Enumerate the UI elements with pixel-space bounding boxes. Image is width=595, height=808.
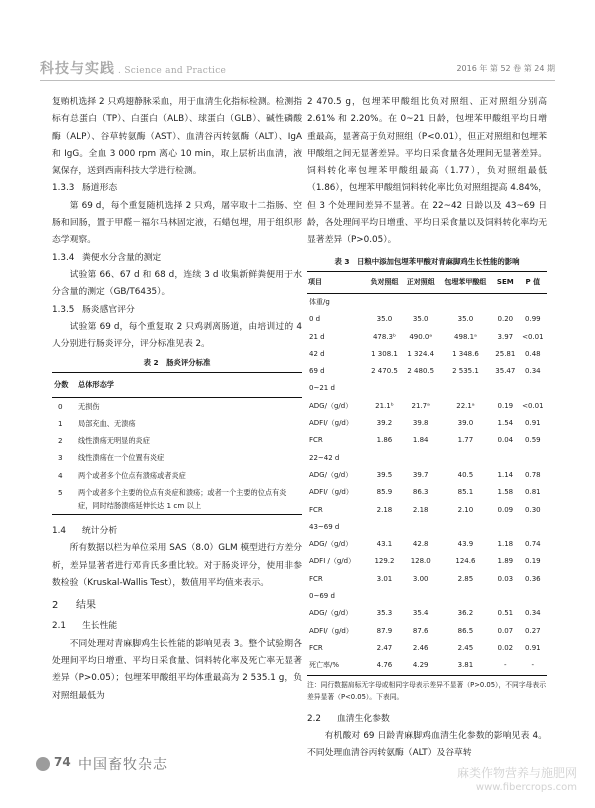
table-cell: 3.81: [439, 657, 492, 675]
table-row: [307, 553, 547, 570]
table-2-caption: 表 2 肠炎评分标准: [143, 358, 211, 368]
table-group-label: 0~21 d: [309, 384, 335, 393]
table-cell: 39.5: [376, 470, 393, 479]
table-cell: 2 535.1: [452, 367, 479, 376]
table-row: [307, 363, 547, 380]
page-number: 74: [54, 755, 71, 769]
table-group-row: [307, 293, 547, 311]
table-cell: 0.91: [525, 643, 541, 652]
table-cell: 1.14: [497, 470, 514, 479]
table-cell: 86.5: [457, 626, 474, 635]
paragraph-serum-biochemistry: 有机酸对 69 日龄青麻脚鸡血清生化参数的影响见表 4。不同处理血清谷丙转氨酶（ALT）及谷草转: [307, 730, 547, 759]
table-row: [307, 415, 547, 432]
table-group-row: [307, 380, 547, 397]
section-heading-1-4: 1.4 统计分析: [52, 526, 118, 537]
table-cell: 2.46: [412, 643, 429, 652]
table-cell: 4.29: [403, 657, 439, 675]
table-row: [307, 311, 547, 328]
table-row-label: FCR: [309, 436, 323, 445]
table-row-label: FCR: [309, 574, 323, 583]
table-row: [307, 536, 547, 553]
table-row: 4 两个或者多个位点有溃疡或者炎症: [58, 470, 186, 480]
table-cell: 43.9: [457, 540, 474, 549]
table-cell: 25.81: [495, 349, 516, 358]
table-cell: 0.02: [497, 643, 514, 652]
table-cell: 0.51: [497, 609, 514, 618]
table-cell: 39.0: [457, 419, 474, 428]
table-row: [307, 502, 547, 519]
table-row-label: ADFI/（g/d）: [309, 419, 353, 428]
table-cell: 86.3: [412, 488, 429, 497]
table-cell: 2.85: [457, 574, 474, 583]
table-cell: 0.03: [497, 574, 514, 583]
table-cell: 36.2: [457, 609, 474, 618]
table-group-row: [307, 450, 547, 467]
table-2-enteritis-score: [52, 372, 302, 515]
table-3-header-item: 项目: [307, 271, 366, 293]
table-row: [307, 640, 547, 657]
table-cell: 35.3: [376, 609, 393, 618]
table-cell: 0.07: [497, 626, 514, 635]
table-cell: 490.0ᵃ: [409, 332, 433, 341]
table-cell: 1 324.4: [407, 349, 435, 358]
table-cell: 0.34: [525, 609, 541, 618]
table-row: 2 线性溃疡无明显的炎症: [58, 436, 150, 446]
table-group-label: 22~42 d: [309, 453, 340, 462]
table-row-label: ADG/（g/d）: [309, 540, 353, 549]
table-cell: 40.5: [457, 470, 474, 479]
table-cell: 2.18: [412, 505, 429, 514]
paragraph-growth-performance: 不同处理对青麻脚鸡生长性能的影响见表 3。整个试验期各处理间平均日增重、平均日采食量、饲料转化率及死亡率无显著差异（P>0.05）；包埋苯甲酸组平均体重最高为 2 535.1 g，负对照组最低为: [52, 638, 302, 701]
table-row: [307, 329, 547, 346]
table-cell: 3.97: [497, 332, 514, 341]
table-cell: 0.04: [497, 436, 514, 445]
table-cell: 3.00: [412, 574, 429, 583]
table-group-label: 0~69 d: [309, 592, 335, 601]
table-cell: 1.89: [497, 557, 514, 566]
table-cell: 128.0: [410, 557, 431, 566]
table-cell: 0.19: [525, 557, 541, 566]
table-cell: 3.01: [376, 574, 393, 583]
table-cell: 2 480.5: [407, 367, 435, 376]
table-cell: 0.91: [525, 419, 541, 428]
paragraph-enteritis-score: 试验第 69 d，每个重复取 2 只鸡剥离肠道，由培训过的 4 人分别进行肠炎评分，评分标准见表 2。: [52, 321, 302, 350]
table-cell: 87.6: [412, 626, 429, 635]
table-row: [307, 398, 547, 415]
section-heading-2-2: 2.2 血清生化参数: [307, 713, 390, 724]
table-cell: 35.4: [412, 609, 429, 618]
table-cell: 0.74: [525, 540, 541, 549]
table-cell: 21.1ᵇ: [375, 401, 394, 410]
table-row: 5 两个或者多个主要的位点有炎症和溃疡；或者一个主要的位点有炎症，同时结肠溃疡延伸长达 1 cm 以上: [52, 484, 302, 515]
table-cell: 0.30: [525, 505, 541, 514]
table-cell: 0.19: [497, 401, 514, 410]
table-cell: 0.48: [525, 349, 541, 358]
table-cell: 35.47: [495, 367, 516, 376]
table-cell: 0.34: [525, 367, 541, 376]
table-3-header-positive-control: 正对照组: [403, 271, 439, 293]
table-cell: 1.86: [376, 436, 393, 445]
table-row: [307, 467, 547, 484]
watermark-site-name: 麻类作物营养与施肥网: [456, 766, 577, 780]
table-cell: <0.01: [522, 332, 544, 341]
section-heading-2-1: 2.1 生长性能: [52, 621, 118, 632]
table-cell: 0.59: [525, 436, 541, 445]
table-row-label: FCR: [309, 643, 323, 652]
table-row: [307, 346, 547, 363]
table-cell: 4.76: [366, 657, 402, 675]
table-cell: 498.1ᵃ: [454, 332, 477, 341]
table-3-header-benzoic-acid: 包埋苯甲酸组: [439, 271, 492, 293]
table-row: [307, 657, 547, 675]
table-row-label: ADFI/（g/d）: [309, 626, 353, 635]
table-cell: 0.27: [525, 626, 541, 635]
table-cell: 35.0: [376, 315, 393, 324]
table-cell: 39.7: [412, 470, 429, 479]
table-row: [307, 432, 547, 449]
magazine-name: 中国畜牧杂志: [78, 757, 168, 773]
table-cell: 1.18: [497, 540, 514, 549]
table-row-label: 42 d: [309, 349, 325, 358]
section-heading-1-3-5: 1.3.5 肠炎感官评分: [52, 304, 135, 315]
table-row-label: 21 d: [309, 332, 325, 341]
table-cell: 35.0: [412, 315, 429, 324]
paragraph-fecal-moisture: 试验第 66、67 d 和 68 d，连续 3 d 收集新鲜粪便用于水分含量的测定（GB/T6435）。: [52, 269, 302, 298]
table-cell: 42.8: [412, 540, 429, 549]
table-cell: 1 308.1: [371, 349, 398, 358]
table-cell: 39.2: [376, 419, 393, 428]
table-cell: 0.36: [525, 574, 541, 583]
table-3-header-p-value: P 值: [519, 271, 547, 293]
table-3-body: [307, 293, 547, 675]
table-row-label: 死亡率/%: [307, 657, 366, 675]
issue-info: 2016 年 第 52 卷 第 24 期: [456, 64, 555, 73]
table-2-header-score: 分数: [52, 373, 76, 397]
table-row-label: ADG/（g/d）: [309, 609, 353, 618]
table-group-row: [307, 519, 547, 536]
table-row: [307, 605, 547, 622]
table-cell: 2.45: [457, 643, 474, 652]
section-heading-1-3-4: 1.3.4 粪便水分含量的测定: [52, 252, 162, 263]
table-cell: 0.78: [525, 470, 541, 479]
paragraph-blood-sampling: 复贿机选择 2 只鸡翅静脉采血，用于血清生化指标检测。检测指标有总蛋白（TP）、白蛋白（ALB）、球蛋白（GLB）、碱性磷酸酶（ALP）、谷草转氨酶（AST）、血清谷丙转氨酶（ALT）、IgA 和 IgG。全血 3 000 rpm 离心 10 min，取上层析出血清，液氮保存，送到西南科技大学进行检测。: [52, 97, 302, 177]
watermark-url: www.fibercrops.com: [475, 782, 577, 793]
table-cell: 1.77: [457, 436, 474, 445]
table-3-note: 注：同行数据肩标无字母或相同字母表示差异不显著（P>0.05），不同字母表示差异显著（P<0.05）。下表同。: [307, 680, 547, 701]
table-row: [307, 484, 547, 501]
table-row-label: ADG/（g/d）: [309, 401, 353, 410]
table-row-label: 0 d: [309, 315, 321, 324]
journal-column-title-en: . Science and Practice: [118, 66, 227, 76]
table-cell: 1.84: [412, 436, 429, 445]
paragraph-intestinal-morphology: 第 69 d，每个重复随机选择 2 只鸡，屠宰取十二指肠、空肠和回肠，置于甲醛－福尔马林固定液，石蜡包埋，用于组织形态学观察。: [52, 200, 302, 246]
journal-column-title: 科技与实践 . Science and Practice: [40, 61, 227, 77]
table-cell: 1 348.6: [452, 349, 479, 358]
table-row: [307, 571, 547, 588]
section-heading-1-3-3: 1.3.3 肠道形态: [52, 183, 118, 194]
table-row-label: FCR: [309, 505, 323, 514]
left-column: [52, 94, 302, 705]
table-3-header-sem: SEM: [492, 271, 519, 293]
table-cell: 1.54: [497, 419, 514, 428]
table-group-row: [307, 588, 547, 605]
table-cell: 124.6: [455, 557, 476, 566]
table-cell: 21.7ᵃ: [411, 401, 430, 410]
table-row-label: ADG/（g/d）: [309, 470, 353, 479]
table-cell: 2.47: [376, 643, 393, 652]
table-cell: 0.81: [525, 488, 541, 497]
page-number-badge: [36, 757, 50, 771]
table-cell: 35.0: [457, 315, 474, 324]
table-3-header-negative-control: 负对照组: [366, 271, 402, 293]
table-cell: 85.9: [376, 488, 393, 497]
table-cell: 2.18: [376, 505, 393, 514]
table-row: 1 局部充血、无溃疡: [58, 418, 136, 428]
table-cell: <0.01: [522, 401, 544, 410]
paragraph-statistics: 所有数据以栏为单位采用 SAS（8.0）GLM 模型进行方差分析，差异显著者进行邓肯氏多重比较。对于肠炎评分，使用非参数检验（Kruskal-Wallis Test），数值用平均值来表示。: [52, 543, 302, 589]
table-cell: 85.1: [457, 488, 474, 497]
table-row-label: 69 d: [309, 367, 325, 376]
table-row-label: ADFI /（g/d）: [309, 557, 356, 566]
table-group-label: 43~69 d: [309, 522, 340, 531]
table-cell: 129.2: [374, 557, 395, 566]
table-cell: -: [519, 657, 547, 675]
table-cell: 478.3ᵇ: [372, 332, 396, 341]
table-cell: -: [492, 657, 519, 675]
header-rule: [40, 80, 555, 81]
table-2-header-morphology: 总体形态学: [76, 373, 302, 397]
table-row: [307, 623, 547, 640]
table-group-label: 体重/g: [309, 297, 330, 306]
table-cell: 22.1ᵃ: [456, 401, 475, 410]
table-cell: 0.20: [497, 315, 514, 324]
table-row: 3 线性溃疡在一个位置有炎症: [58, 453, 165, 463]
table-cell: 43.1: [376, 540, 393, 549]
table-cell: 0.09: [497, 505, 514, 514]
table-cell: 87.9: [376, 626, 393, 635]
paragraph-growth-results: 2 470.5 g，包埋苯甲酸组比负对照组、正对照组分别高 2.61% 和 2.20%。在 0~21 日龄，包埋苯甲酸组平均日增重最高，显著高于负对照组（P<0.01），但正对照组和包埋苯甲酸组之间无显著差异。平均日采食量各处理间无显著差异。饲料转化率包埋苯甲酸组最高（1.77），负对照组最低（1.86），包埋苯甲酸组饲料转化率比负对照组提高 4.84%，但 3 个处理间差异不显著。在 22~42 日龄以及 43~69 日龄，各处理间平均日增重、平均日采食量以及饲料转化率均无显著差异（P>0.05）。: [307, 97, 547, 246]
table-row: 0 无损伤: [58, 401, 100, 411]
table-cell: 0.99: [525, 315, 541, 324]
right-column: [307, 94, 547, 762]
table-3-caption: 表 3 日粮中添加包埋苯甲酸对青麻脚鸡生长性能的影响: [334, 256, 520, 266]
table-cell: 1.58: [497, 488, 514, 497]
section-heading-2: 2 结果: [52, 600, 96, 612]
table-cell: 39.8: [412, 419, 429, 428]
table-cell: 2 470.5: [371, 367, 398, 376]
table-cell: 2.10: [457, 505, 474, 514]
table-3-growth-performance: [307, 271, 547, 676]
table-row-label: ADFI/（g/d）: [309, 488, 353, 497]
